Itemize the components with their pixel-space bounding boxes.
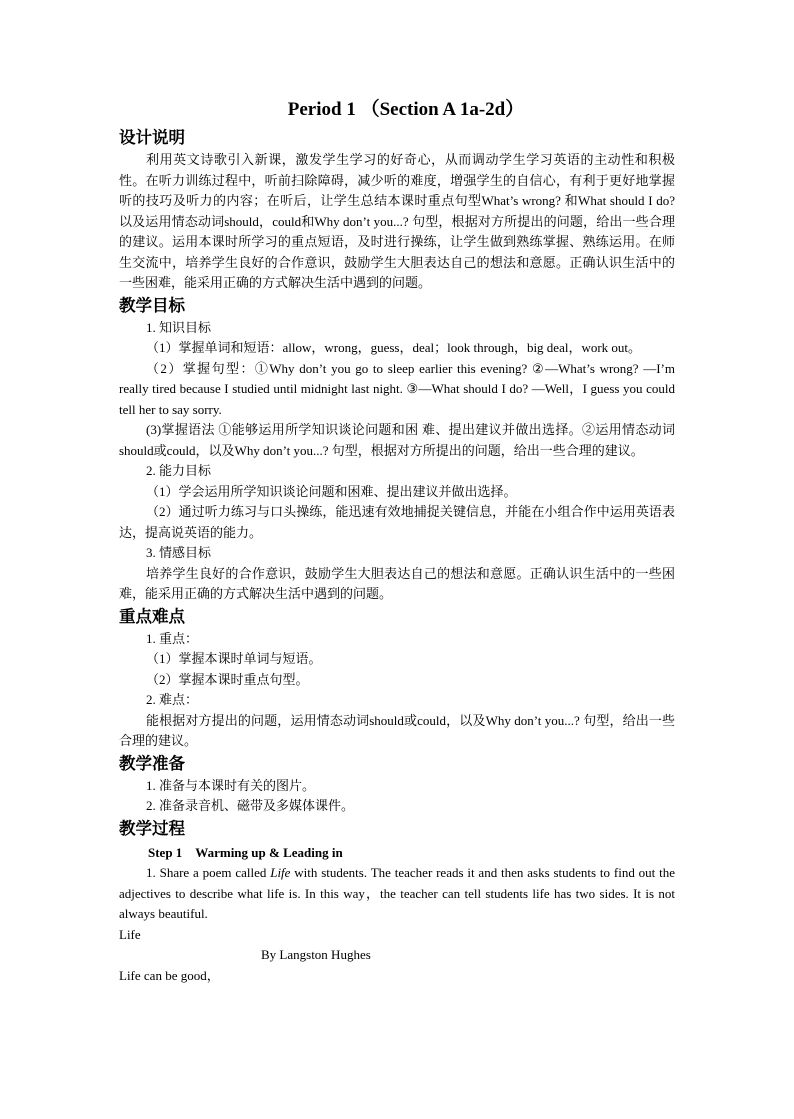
section-heading-keypoints: 重点难点 <box>119 606 185 626</box>
key-title: 1. 重点： <box>146 630 199 646</box>
section-heading-goals: 教学目标 <box>119 295 185 315</box>
difficulty-1: 能根据对方提出的问题，运用情态动词should或could，以及Why don’t you...? 句型，给出一些合理的建议。 <box>119 712 675 748</box>
document-page <box>119 96 675 986</box>
section-heading-design: 设计说明 <box>119 128 185 147</box>
step-1-paragraph <box>119 863 675 925</box>
knowledge-goal-3: (3)掌握语法 ①能够运用所学知识谈论问题和困 难、提出建议并做出选择。②运用情态动词should或could，以及Why don’t you...? 句型，根据对方所提出的问题，给出一些合理的建议。 <box>119 422 675 458</box>
emotion-goal-title: 3. 情感目标 <box>146 545 212 560</box>
step-1-heading: Step 1 Warming up & Leading in <box>148 844 343 860</box>
design-paragraph: 利用英文诗歌引入新课，激发学生学习的好奇心，从而调动学生学习英语的主动性和积极性。在听力训练过程中，听前扫除障碍，减少听的难度，增强学生的自信心，有利于更好地掌握听的技巧及听力的内容；在听后，让学生总结本课时重点句型What’s wrong? 和What should I do? 以及运用情态动词should，could和Why don’t you...? 句型，根据对方所提出的问题，给出一些合理的建议。运用本课时所学习的重点短语，及时进行操练，让学生做到熟练掌握、熟练运用。在师生交流中，培养学生良好的合作意识，鼓励学生大胆表达自己的想法和意愿。正确认识生活中的一些困难，能采用正确的方式解决生活中遇到的问题。 <box>119 152 675 290</box>
section-heading-process: 教学过程 <box>119 818 185 838</box>
step-1-text-post: with students. The teacher reads it and then asks students to find out the adjectives to describe what life is. In this way，the teacher can tell students life has two sides. It is not always beautiful. <box>119 865 675 921</box>
page-title: Period 1 （Section A 1a-2d） <box>287 99 525 120</box>
step-1-text-pre: 1. Share a poem called <box>146 865 271 880</box>
knowledge-goal-1: （1）掌握单词和短语：allow，wrong，guess，deal；look through，big deal，work out。 <box>146 340 642 355</box>
key-point-2: （2）掌握本课时重点句型。 <box>146 671 309 687</box>
section-heading-prep: 教学准备 <box>119 753 185 773</box>
ability-goal-1: （1）学会运用所学知识谈论问题和困难、提出建议并做出选择。 <box>146 483 517 499</box>
poem-title: Life <box>119 926 141 942</box>
poem-name-italic: Life <box>270 865 291 880</box>
poem-author: By Langston Hughes <box>261 947 371 962</box>
difficulty-title: 2. 难点： <box>146 692 199 707</box>
knowledge-goal-title: 1. 知识目标 <box>146 319 212 335</box>
ability-goal-title: 2. 能力目标 <box>146 463 212 478</box>
prep-item-1: 1. 准备与本课时有关的图片。 <box>146 777 316 793</box>
ability-goal-2: （2）通过听力练习与口头操练，能迅速有效地捕捉关键信息，并能在小组合作中运用英语表达，提高说英语的能力。 <box>119 504 675 540</box>
knowledge-goal-2: （2）掌握句型：①Why don’t you go to sleep earlier this evening? ②—What’s wrong? —I’m really tired because I studied until midnight last night. ③—What should I do? —Well，I guess you could tell her to say sorry. <box>119 360 675 417</box>
poem-line-1: Life can be good， <box>119 967 220 983</box>
emotion-goal-1: 培养学生良好的合作意识，鼓励学生大胆表达自己的想法和意愿。正确认识生活中的一些困难，能采用正确的方式解决生活中遇到的问题。 <box>119 565 675 601</box>
prep-item-2: 2. 准备录音机、磁带及多媒体课件。 <box>146 798 355 813</box>
key-point-1: （1）掌握本课时单词与短语。 <box>146 651 322 666</box>
